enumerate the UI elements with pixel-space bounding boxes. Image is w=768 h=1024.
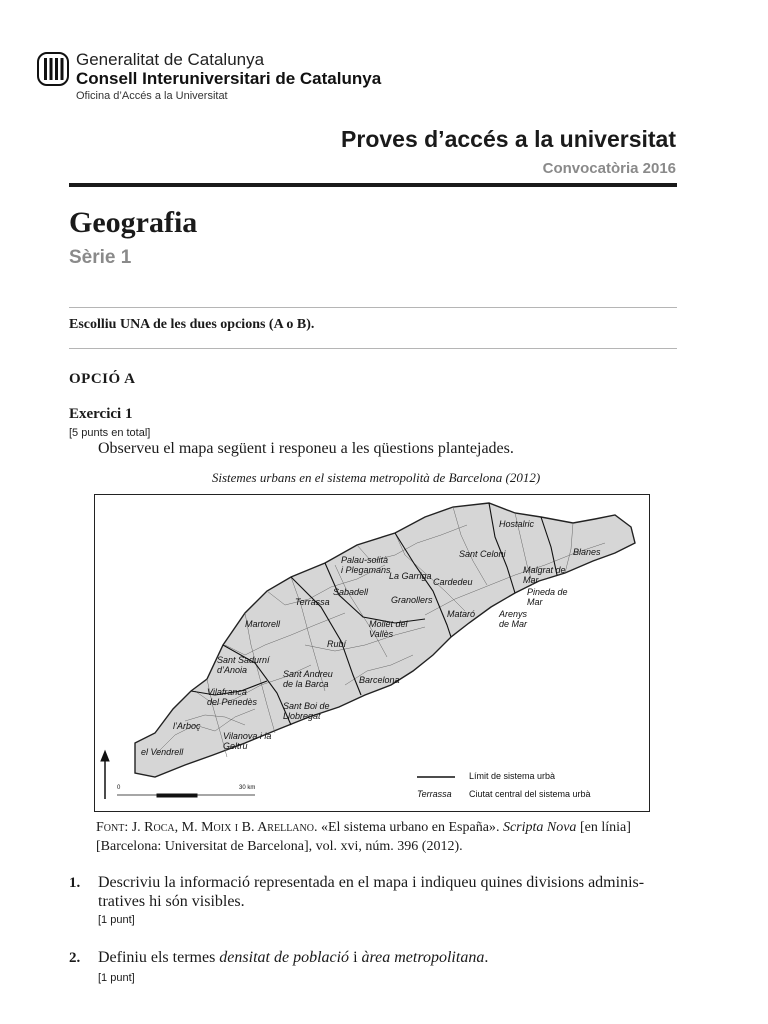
map-town: Sant Boi de Llobregat — [283, 701, 330, 721]
map-town: Barcelona — [359, 675, 400, 685]
exercise-title: Exercici 1 — [69, 406, 133, 422]
map-town: Sabadell — [333, 587, 369, 597]
exercise-points: [5 punts en total] — [69, 427, 151, 439]
question-2-text-after: . — [484, 949, 489, 966]
question-2-text-before: Definiu els termes — [98, 949, 220, 966]
map-town: Mataró — [447, 609, 476, 619]
map-town: Vilanova i la Geltrú — [223, 731, 272, 751]
institution-line1: Generalitat de Catalunya — [76, 50, 265, 69]
series-label: Sèrie 1 — [69, 247, 132, 268]
institution-line2: Consell Interuniversitari de Catalunya — [76, 69, 382, 88]
legend-center-label: Ciutat central del sistema urbà — [469, 789, 591, 799]
scale-bar — [117, 794, 255, 797]
map-graphic — [95, 495, 649, 811]
legend-center-example: Terrassa — [417, 789, 452, 799]
source-label: Font — [96, 820, 125, 835]
question-2-points: [1 punt] — [98, 972, 135, 984]
metropolitan-region-shape — [135, 503, 635, 777]
north-arrow-icon — [101, 751, 109, 799]
map-caption: Sistemes urbans en el sistema metropolità de Barcelona (2012) — [211, 470, 541, 485]
map-town: Blanes — [573, 547, 601, 557]
map-town: Palau-solità i Plegamans — [341, 555, 391, 575]
question-2-number: 2. — [69, 950, 81, 966]
source-rest: [en línia] [Barcelona: Universitat de Barcelona], vol. xvi, núm. 396 (2012). — [96, 820, 631, 854]
scale-start: 0 — [117, 785, 121, 791]
question-2-term1: densitat de població — [219, 949, 350, 966]
exercise-intro: Observeu el mapa següent i responeu a les qüestions plantejades. — [98, 440, 514, 457]
map-source: Font: J. Roca, M. Moix i B. Arellano. «El sistema urbano en España». Scripta Nova [en línia] [Barcelona: Universitat de Barcelona], vol. xvi, núm. 396 (2012). — [96, 820, 631, 854]
question-1-points: [1 punt] — [98, 914, 135, 926]
instructions: Escolliu UNA de les dues opcions (A o B). — [69, 317, 315, 332]
exam-title: Proves d’accés a la universitat — [341, 126, 676, 152]
map-town: Sant Celoni — [459, 549, 506, 559]
option-title: OPCIÓ A — [69, 371, 136, 387]
source-authors: J. Roca, M. Moix i B. Arellano — [131, 820, 314, 835]
question-2-term2: àrea metropolitana — [361, 949, 485, 966]
header-divider — [69, 183, 677, 187]
subject-title: Geografia — [69, 206, 198, 239]
map-town: Terrassa — [295, 597, 330, 607]
map-town: Hostalric — [499, 519, 535, 529]
question-2-connector: i — [349, 949, 362, 966]
map-town: Mollet del Vallès — [369, 619, 408, 639]
map-town: Cardedeu — [433, 577, 473, 587]
map-town: Martorell — [245, 619, 281, 629]
map-town: Rubí — [327, 639, 347, 649]
map-town: Sant Andreu de la Barca — [283, 669, 333, 689]
legend-boundary-label: Límit de sistema urbà — [469, 771, 556, 781]
map-town: Arenys de Mar — [499, 609, 528, 629]
map-town: el Vendrell — [141, 747, 184, 757]
question-1-text: Descriviu la informació representada en el mapa i indiqueu quines divisions administratives hi són visibles. — [98, 874, 645, 910]
divider-top — [69, 307, 677, 308]
question-2-text — [98, 948, 678, 967]
generalitat-logo — [37, 52, 69, 86]
divider-bottom — [69, 348, 677, 349]
scale-end: 30 km — [239, 785, 256, 791]
map-town: Malgrat de Mar — [523, 565, 566, 585]
map-town: Pineda de Mar — [527, 587, 568, 607]
map-town: Vilafranca del Penedès — [207, 687, 258, 707]
institution-line3: Oficina d’Accés a la Universitat — [76, 90, 228, 102]
question-1-number: 1. — [69, 875, 81, 891]
map-town: Sant Sadurní d’Anoia — [217, 655, 270, 675]
map-figure — [94, 494, 650, 812]
map-town: La Garriga — [389, 571, 432, 581]
map-town: l’Arboç — [173, 721, 201, 731]
map-town: Granollers — [391, 595, 433, 605]
source-journal: Scripta Nova — [502, 820, 577, 835]
session-label: Convocatòria 2016 — [542, 160, 676, 177]
source-article: «El sistema urbano en España» — [320, 820, 496, 835]
